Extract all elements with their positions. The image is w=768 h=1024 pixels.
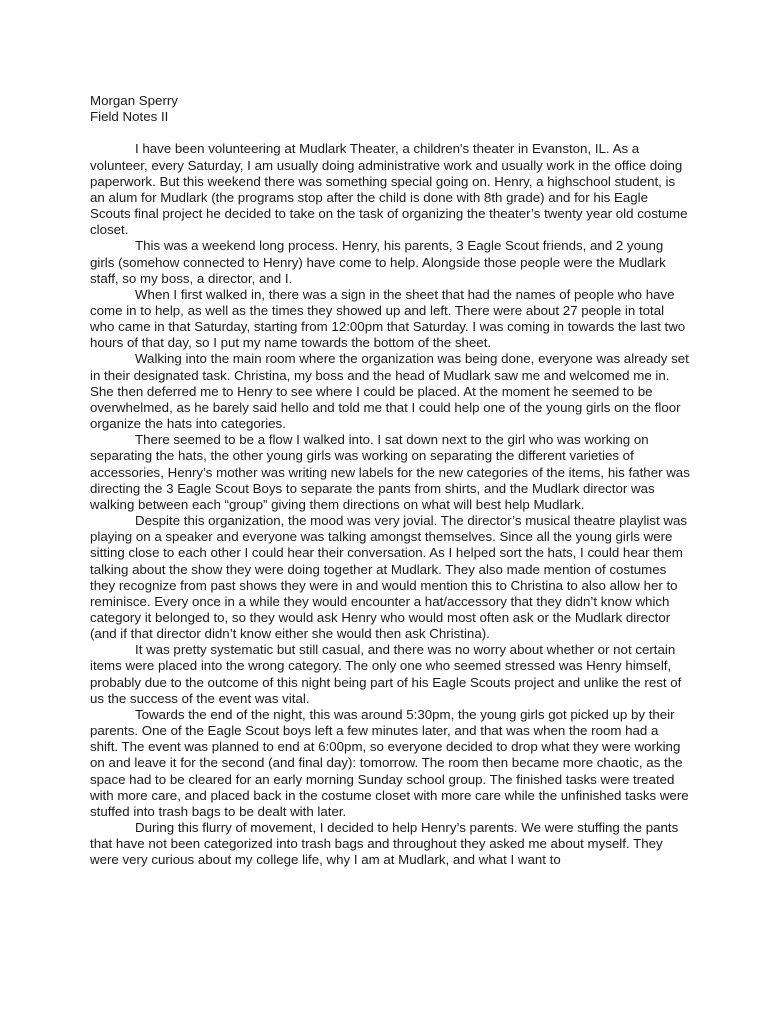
paragraph-4: Walking into the main room where the organization was being done, everyone was already set in their designated task. Christina, my boss and the head of Mudlark saw me and welcomed me in. She then deferred me to Henry to see where I could be placed. At the moment he seemed to be overwhelmed, as he barely said hello and told me that I could help one of the young girls on the floor organize the hats into categories.	[90, 351, 689, 432]
paragraph-5: There seemed to be a flow I walked into. I sat down next to the girl who was working on separating the hats, the other young girls was working on separating the different varieties of accessories, Henry’s mother was writing new labels for the new categories of the items, his father was directing the 3 Eagle Scout Boys to separate the pants from shirts, and the Mudlark director was walking between each “group” giving them directions on what will best help Mudlark.	[90, 432, 690, 512]
paragraph-2: This was a weekend long process. Henry, his parents, 3 Eagle Scout friends, and 2 young girls (somehow connected to Henry) have come to help. Alongside those people were the Mudlark staff, so my boss, a director, and I.	[90, 238, 666, 286]
document-title: Field Notes II	[90, 109, 169, 125]
header-spacer	[90, 125, 690, 141]
paragraph-9: During this flurry of movement, I decided to help Henry’s parents. We were stuffing the pants that have not been categorized into trash bags and throughout they asked me about myself. They were very curious about my college life, why I am at Mudlark, and what I want to	[90, 820, 679, 868]
paragraph-3: When I first walked in, there was a sign in the sheet that had the names of people who have come in to help, as well as the times they showed up and left. There were about 27 people in total who came in that Saturday, starting from 12:00pm that Saturday. I was coming in towards the last two hours of that day, so I put my name towards the bottom of the sheet.	[90, 286, 686, 351]
paragraph-1: I have been volunteering at Mudlark Theater, a children's theater in Evanston, IL. As a volunteer, every Saturday, I am usually doing administrative work and usually work in the office doing paperwork. But this weekend there was something special going on. Henry, a highschool student, is an alum for Mudlark (the programs stop after the child is done with 8th grade) and for his Eagle Scouts final project he decided to take on the task of organizing the theater’s twenty year old costume closet.	[90, 141, 688, 238]
paragraph-6: Despite this organization, the mood was very jovial. The director’s musical theatre playlist was playing on a speaker and everyone was talking amongst themselves. Since all the young girls were sitting close to each other I could hear their conversation. As I helped sort the hats, I could hear them talking about the show they were doing together at Mudlark. They also made mention of costumes they recognize from past shows they were in and would mention this to Christina to also allow her to reminisce. Every once in a while they would encounter a hat/accessory that they didn’t know which category it belonged to, so they would ask Henry who would most often ask or the Mudlark director (and if that director didn’t know either she would then ask Christina).	[90, 513, 688, 642]
field-notes-body	[90, 93, 690, 868]
author-name: Morgan Sperry	[90, 93, 178, 108]
paragraph-8: Towards the end of the night, this was around 5:30pm, the young girls got picked up by their parents. One of the Eagle Scout boys left a few minutes later, and that was when the room had a shift. The event was planned to end at 6:00pm, so everyone decided to drop what they were working on and leave it for the second (and final day): tomorrow. The room then became more chaotic, as the space had to be cleared for an early morning Sunday school group. The finished tasks were treated with more care, and placed back in the costume closet with more care while the unfinished tasks were stuffed into trash bags to be dealt with later.	[90, 706, 689, 819]
paragraph-7: It was pretty systematic but still casual, and there was no worry about whether or not certain items were placed into the wrong category. The only one who seemed stressed was Henry himself, probably due to the outcome of this night being part of his Eagle Scouts project and unlike the rest of us the success of the event was vital.	[90, 642, 682, 706]
